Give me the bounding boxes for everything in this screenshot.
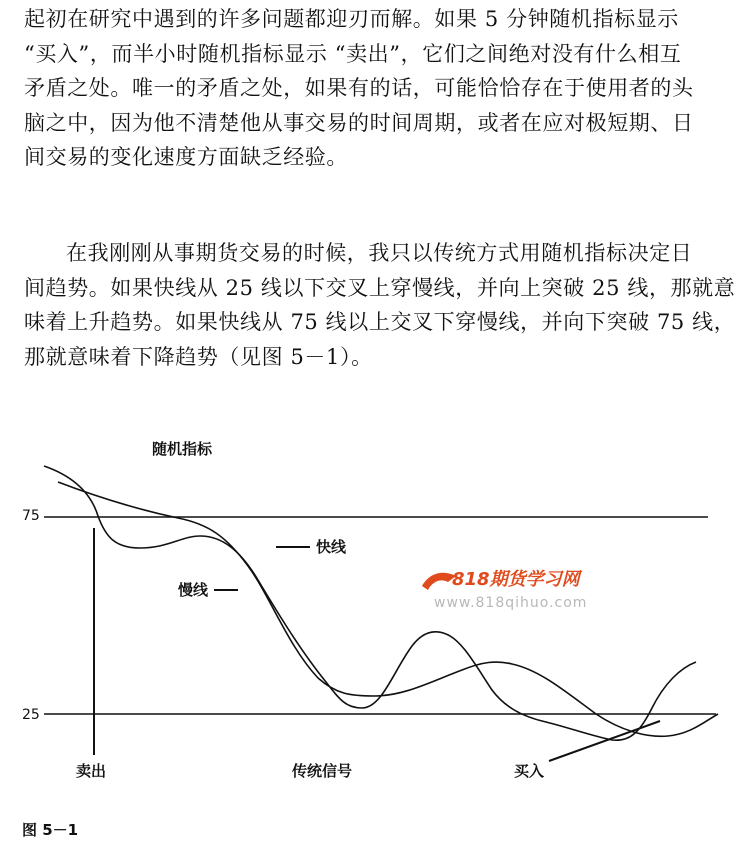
watermark-swoosh-icon [422,573,456,590]
fast-line-label: 快线 [316,538,347,556]
buy-label: 买入 [514,762,545,780]
text-line: 矛盾之处。唯一的矛盾之处，如果有的话，可能恰恰存在于使用者的头 [24,76,694,100]
level-75-label: 75 [22,508,40,524]
text-line: 在我刚刚从事期货交易的时候，我只以传统方式用随机指标决定日 [66,241,693,265]
paragraph-2 [24,236,736,374]
fast-line [44,466,696,740]
sell-label: 卖出 [76,762,107,780]
stochastic-figure [0,420,750,857]
text-line: “买入”，而半小时随机指标显示 “卖出”，它们之间绝对没有什么相互 [24,41,682,66]
figure-caption: 图 5－1 [22,821,79,839]
text-line: 那就意味着下降趋势（见图 5－1）。 [24,344,373,369]
level-25-label: 25 [22,707,40,723]
watermark-logo: 818期货学习网 [452,569,580,590]
text-line: 间趋势。如果快线从 25 线以下交叉上穿慢线，并向上突破 25 线，那就意 [24,275,736,300]
paragraph-1 [24,2,724,175]
traditional-signal-label: 传统信号 [292,762,353,780]
figure-title: 随机指标 [152,440,213,458]
text-line: 间交易的变化速度方面缺乏经验。 [24,145,348,169]
text-line: 味着上升趋势。如果快线从 75 线以上交叉下穿慢线，并向下突破 75 线， [24,310,736,334]
watermark [422,569,587,611]
text-line: 脑之中，因为他不清楚他从事交易的时间周期，或者在应对极短期、日 [24,110,694,135]
text-line: 起初在研究中遇到的许多问题都迎刃而解。如果 5 分钟随机指标显示 [24,7,679,31]
slow-line [58,482,718,736]
watermark-url: www.818qihuo.com [434,595,588,611]
slow-line-label: 慢线 [178,581,209,599]
